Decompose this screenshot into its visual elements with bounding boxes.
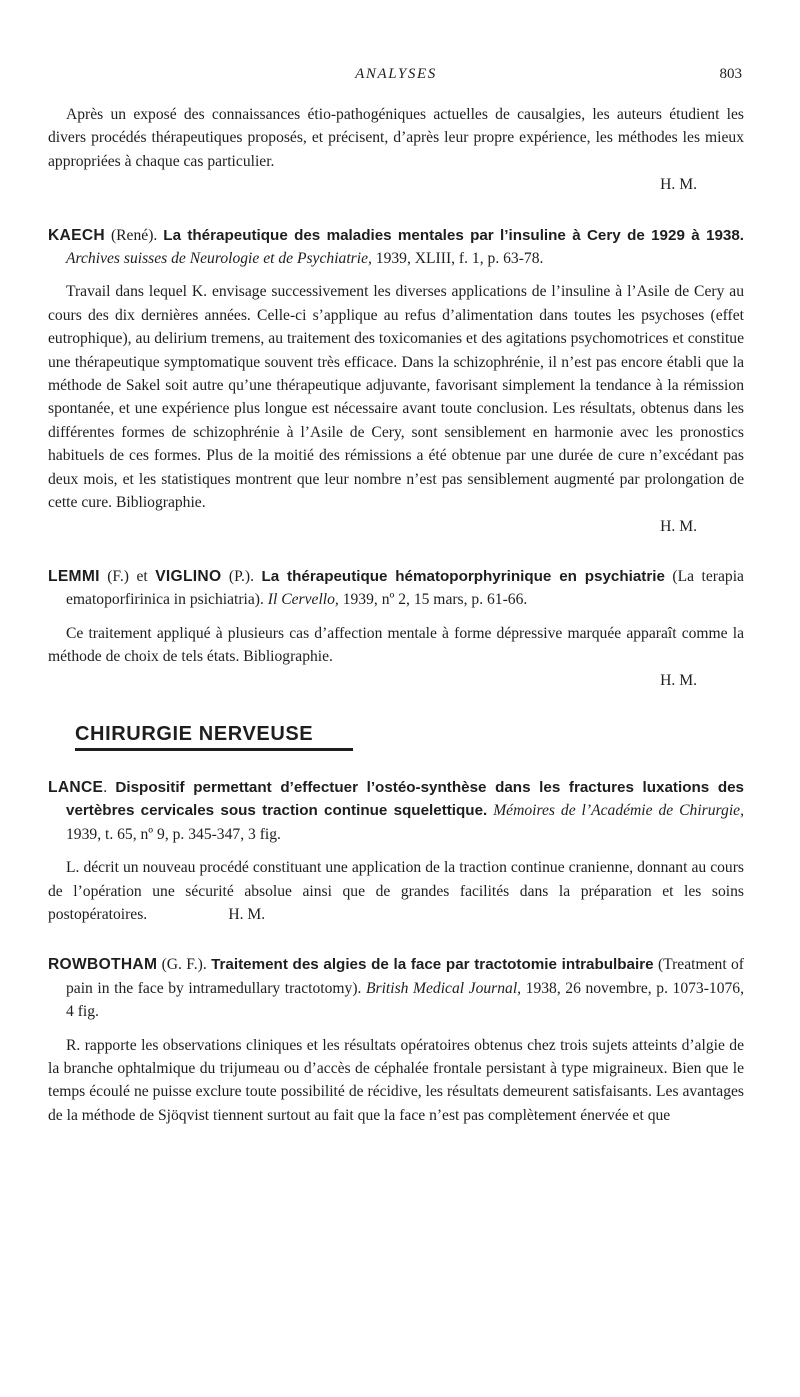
intro-paragraph: Après un exposé des connaissances étio-pathogéniques actuelles de causalgies, les auteurs étudient les divers procédés thérapeutiques proposés, et précisent, d’après leur propre expérience, les méthodes les mieux appropriées à chaque cas particulier.: [48, 106, 744, 170]
entry-heading-kaech: [48, 224, 744, 271]
entry-heading-lance: [48, 776, 744, 846]
entry-abstract-kaech: Travail dans lequel K. envisage successivement les diverses applications de l’insuline à l’Asile de Cery au cours des dix dernières années. Celle-ci s’applique au refus d’alimentation dans toutes les psychoses (effet eutrophique), au delirium tremens, au traitement des toxicomanies et des agitations psychomotrices et constitue une thérapeutique symptomatique souvent très efficace. Dans la schizophrénie, il n’est pas encore établi que la méthode de Sakel soit autre qu’une thérapeutique adjuvante, favorisant simplement la tendance à la rémission spontanée, et une expérience plus longue est nécessaire avant toute conclusion. Les résultats, obtenus dans les différentes formes de schizophrénie à l’Asile de Cery, sont sensiblement en harmonie avec les pronostics habituels de ces formes. Plus de la moitié des rémissions a été obtenue par une durée de cure n’excédant pas deux mois, et les statistiques montrent que leur nombre n’est pas sensiblement augmenté par prolongation de cette cure. Bibliographie.: [48, 283, 744, 512]
intro-signature: H. M.: [660, 176, 697, 194]
entry-journal: British Medical Journal,: [365, 979, 522, 997]
entry-journal: Archives suisses de Neurologie et de Psychiatrie,: [66, 250, 372, 268]
entry-author-initials: .: [103, 778, 116, 796]
entry-heading-rowbotham: [48, 953, 744, 1023]
entry-abstract-lance: [48, 856, 744, 926]
entry-author-initials: (G. F.).: [157, 956, 212, 974]
entry-title: La thérapeutique des maladies mentales par l’insuline à Cery de 1929 à 1938.: [163, 226, 745, 244]
entry-title: La thérapeutique hématoporphyrinique en psychiatrie: [261, 567, 665, 585]
entry-abstract-lemmi: Ce traitement appliqué à plusieurs cas d’affection mentale à forme dépressive marquée apparaît comme la méthode de choix de tels états. Bibliographie.: [48, 624, 744, 666]
entry-abstract-text: L. décrit un nouveau procédé constituant une application de la traction continue cranienne, donnant au cours de l’opération une sécurité absolue ainsi que de grandes facilités dans la préparation et les soins postopératoires.: [48, 859, 744, 923]
running-title: ANALYSES: [355, 66, 437, 82]
entry-author-initials: (René).: [104, 226, 164, 244]
entry-title: Dispositif permettant d’effectuer l’ostéo-synthèse dans les fractures luxations des vertèbres cervicales sous traction continue squelettique.: [66, 778, 744, 820]
entry-author: LEMMI: [48, 567, 100, 585]
entry-author: KAECH: [48, 226, 105, 244]
entry-author-2-initials: (P.).: [221, 567, 262, 585]
entry-author-initials: (F.) et: [99, 567, 156, 585]
entry-citation: 1938, 26 novembre, p. 1073-1076, 4 fig.: [66, 979, 744, 1021]
entry-journal: Il Cervello,: [267, 591, 339, 609]
entry-abstract-rowbotham: R. rapporte les observations cliniques et les résultats opératoires obtenus chez trois sujets atteints d’algie de la branche ophtalmique du trijumeau ou d’accès de céphalée frontale persistant à type migraineux. Bien que le temps écoulé ne puisse exclure toute possibilité de récidive, les résultats demeurent satisfaisants. Les avantages de la méthode de Sjöqvist tiennent surtout au fait que la face n’est pas complètement énervée et que: [48, 1036, 744, 1124]
entry-journal: Mémoires de l’Académie de Chirurgie,: [487, 802, 744, 820]
section-title: CHIRURGIE NERVEUSE: [75, 722, 353, 751]
entry-citation: 1939, XLIII, f. 1, p. 63-78.: [371, 250, 544, 268]
entry-original-title: (La terapia ematoporfirinica in psichiatria).: [66, 567, 744, 609]
entry-author: ROWBOTHAM: [48, 956, 158, 974]
entry-citation: 1939, t. 65, nº 9, p. 345-347, 3 fig.: [66, 825, 281, 843]
entry-signature: H. M.: [660, 517, 697, 535]
page-body: [48, 103, 744, 1127]
page-number: 803: [719, 66, 742, 82]
entry-author-2: VIGLINO: [155, 567, 222, 585]
entry-original-title: (Treatment of pain in the face by intramedullary tractotomy).: [66, 956, 744, 997]
entry-title: Traitement des algies de la face par tractotomie intrabulbaire: [211, 956, 654, 974]
page-header: [0, 66, 800, 88]
entry-signature: H. M.: [228, 905, 266, 923]
entry-signature: H. M.: [660, 671, 697, 689]
entry-citation: 1939, nº 2, 15 mars, p. 61-66.: [338, 591, 528, 609]
entry-author: LANCE: [48, 778, 104, 796]
entry-heading-lemmi: [48, 565, 744, 612]
